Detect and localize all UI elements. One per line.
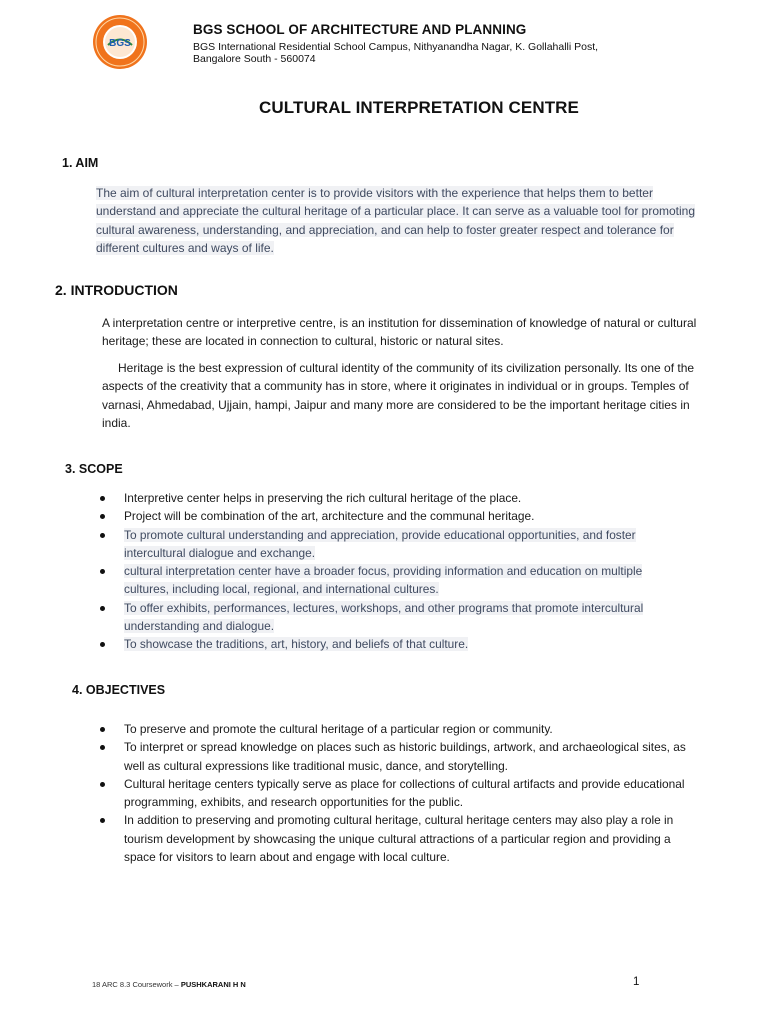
objectives-list bbox=[100, 720, 690, 866]
intro-paragraph-2 bbox=[102, 359, 708, 432]
course-code: 18 ARC 8.3 Coursework – bbox=[92, 980, 179, 989]
scope-list bbox=[100, 489, 690, 654]
bullet-icon bbox=[100, 496, 105, 501]
objectives-heading: 4. OBJECTIVES bbox=[72, 683, 166, 697]
list-item: Interpretive center helps in preserving the rich cultural heritage of the place. bbox=[100, 489, 690, 507]
intro-text-1: A interpretation centre or interpretive centre, is an institution for dissemination of knowledge of natural or cultural heritage; these are located in connection to cultural, historic or natural sites. bbox=[102, 316, 697, 349]
bullet-icon bbox=[100, 745, 105, 750]
page-number: 1 bbox=[633, 976, 640, 988]
bullet-icon bbox=[100, 569, 105, 574]
scope-heading: 3. SCOPE bbox=[65, 462, 123, 476]
bullet-icon bbox=[100, 727, 105, 732]
aim-paragraph bbox=[96, 184, 696, 257]
list-item: cultural interpretation center have a broader focus, providing information and education on multiple cultures, including local, regional, and international cultures. bbox=[100, 562, 690, 599]
list-item: To offer exhibits, performances, lectures, workshops, and other programs that promote intercultural understanding and dialogue. bbox=[100, 599, 690, 636]
list-item: To interpret or spread knowledge on places such as historic buildings, artwork, and archaeological sites, as well as cultural expressions like traditional music, dance, and storytelling. bbox=[100, 738, 690, 775]
author-name: PUSHKARANI H N bbox=[180, 980, 246, 989]
bullet-icon bbox=[100, 606, 105, 611]
bullet-icon bbox=[100, 818, 105, 823]
list-item: To showcase the traditions, art, history, and beliefs of that culture. bbox=[100, 635, 690, 653]
bullet-icon bbox=[100, 533, 105, 538]
list-item: In addition to preserving and promoting cultural heritage, cultural heritage centers may also play a role in tourism development by showcasing the unique cultural attractions of a particular region and providing a space for visitors to learn about and engage with local culture. bbox=[100, 811, 690, 866]
document-title: CULTURAL INTERPRETATION CENTRE bbox=[258, 98, 579, 117]
bullet-icon bbox=[100, 642, 105, 647]
list-item: To promote cultural understanding and appreciation, provide educational opportunities, and foster intercultural dialogue and exchange. bbox=[100, 526, 690, 563]
school-logo bbox=[92, 14, 148, 70]
institution-name: BGS SCHOOL OF ARCHITECTURE AND PLANNING bbox=[193, 22, 527, 37]
logo-text: BGS bbox=[109, 38, 131, 49]
footer-course bbox=[92, 980, 246, 989]
address-line-1: BGS International Residential School Campus, Nithyanandha Nagar, K. Gollahalli Post, bbox=[193, 41, 599, 53]
list-item: To preserve and promote the cultural heritage of a particular region or community. bbox=[100, 720, 690, 738]
intro-paragraph-1 bbox=[102, 314, 702, 351]
list-item: Project will be combination of the art, architecture and the communal heritage. bbox=[100, 507, 690, 525]
bullet-icon bbox=[100, 782, 105, 787]
bullet-icon bbox=[100, 514, 105, 519]
aim-heading: 1. AIM bbox=[62, 156, 99, 170]
list-item: Cultural heritage centers typically serve as place for collections of cultural artifacts and provide educational programming, exhibits, and research opportunities for the public. bbox=[100, 775, 690, 812]
intro-text-2: Heritage is the best expression of cultural identity of the community of its civilization personally. Its one of the aspects of the creativity that a community has in store, where it originates in individual or in groups. Temples of varnasi, Ahmedabad, Ujjain, hampi, Jaipur and many more are considered to be the important heritage cities in india. bbox=[102, 361, 695, 430]
introduction-heading: 2. INTRODUCTION bbox=[55, 282, 178, 298]
address-line-2: Bangalore South - 560074 bbox=[193, 53, 316, 65]
aim-text: The aim of cultural interpretation center is to provide visitors with the experience that helps them to better understand and appreciate the cultural heritage of a particular place. It can serve as a valuable tool for promoting cultural awareness, understanding, and appreciation, and can help to foster greater respect and tolerance for different cultures and ways of life. bbox=[96, 186, 696, 255]
